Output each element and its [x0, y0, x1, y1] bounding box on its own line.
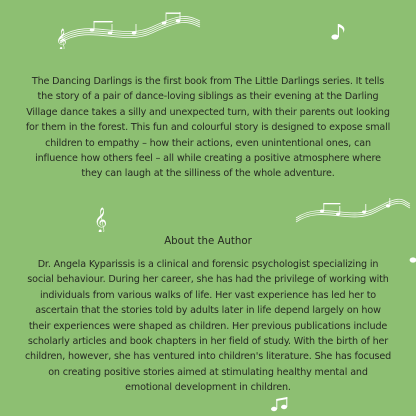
quarter-note-icon [404, 254, 416, 264]
music-staff-swirl-icon [52, 11, 202, 49]
eighth-note-icon [330, 22, 348, 42]
music-staff-swirl-icon [292, 196, 412, 226]
beamed-notes-icon [270, 396, 290, 412]
svg-text:𝄞: 𝄞 [56, 29, 67, 49]
svg-text:𝄞: 𝄞 [94, 208, 108, 232]
author-bio-paragraph: Dr. Angela Kyparissis is a clinical and forensic psychologist specializing in social behaviour. During her career, she has had the privilege of working with individuals from various walks of life. Her vast experience has led her to ascertain that the stories told by adults later in life depend largely on how their experiences were shaped as children. Her previous publications include scholarly articles and book chapters in her field of study. With the birth of her children, however, she has ventured into children's literature. She has focused on creating positive stories aimed at stimulating healthy mental and emotional development in children. [24, 259, 392, 394]
about-author-heading: About the Author [164, 236, 252, 247]
intro-paragraph: The Dancing Darlings is the first book from The Little Darlings series. It tells the story of a pair of dance-loving siblings as their evening at the Darling Village dance takes a silly and unexpected turn, with their parents out looking for them in the forest. This fun and colourful story is designed to expose small children to empathy – how their actions, even unintentional ones, can influence how others feel – all while creating a positive atmosphere where they can laugh at the silliness of the whole adventure. [25, 76, 391, 180]
treble-clef-icon [94, 206, 108, 232]
